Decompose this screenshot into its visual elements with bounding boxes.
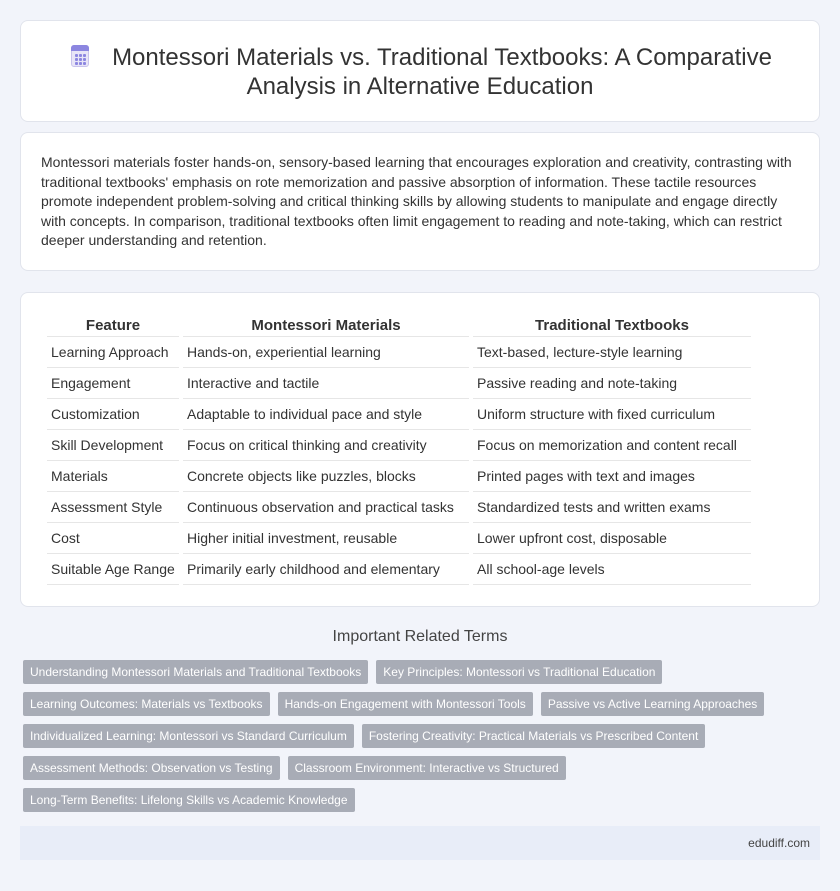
table-cell: Uniform structure with fixed curriculum xyxy=(473,399,751,430)
related-term-tag[interactable]: Individualized Learning: Montessori vs Standard Curriculum xyxy=(23,724,354,748)
comparison-table-card xyxy=(20,292,820,607)
header-card xyxy=(20,20,820,122)
table-row xyxy=(47,492,751,523)
table-cell: Concrete objects like puzzles, blocks xyxy=(183,461,469,492)
table-cell: Skill Development xyxy=(47,430,179,461)
related-terms-list xyxy=(23,660,803,812)
summary-text: Montessori materials foster hands-on, sensory-based learning that encourages exploration and creativity, contrasting with traditional textbooks' emphasis on rote memorization and passive absorption of information. These tactile resources promote independent problem-solving and critical thinking skills by allowing students to manipulate and engage directly with concepts. In comparison, traditional textbooks often limit engagement to reading and note-taking, which can restrict deeper understanding and retention. xyxy=(41,154,792,249)
table-row xyxy=(47,554,751,585)
footer-site-link[interactable]: edudiff.com xyxy=(748,836,810,850)
table-cell: Focus on critical thinking and creativity xyxy=(183,430,469,461)
table-row xyxy=(47,399,751,430)
related-term-tag[interactable]: Key Principles: Montessori vs Traditional Education xyxy=(376,660,662,684)
page-title-text: Montessori Materials vs. Traditional Textbooks: A Comparative Analysis in Alternative Education xyxy=(112,44,772,100)
related-term-tag[interactable]: Hands-on Engagement with Montessori Tools xyxy=(278,692,533,716)
table-header-feature: Feature xyxy=(47,315,179,337)
table-cell: Continuous observation and practical tasks xyxy=(183,492,469,523)
table-row xyxy=(47,368,751,399)
table-cell: Assessment Style xyxy=(47,492,179,523)
table-cell: Customization xyxy=(47,399,179,430)
related-term-tag[interactable]: Passive vs Active Learning Approaches xyxy=(541,692,764,716)
related-term-tag[interactable]: Classroom Environment: Interactive vs Structured xyxy=(288,756,566,780)
table-cell: Learning Approach xyxy=(47,337,179,368)
related-term-tag[interactable]: Assessment Methods: Observation vs Testing xyxy=(23,756,280,780)
table-row xyxy=(47,523,751,554)
table-header-row xyxy=(47,315,751,337)
table-cell: Printed pages with text and images xyxy=(473,461,751,492)
related-term-tag[interactable]: Long-Term Benefits: Lifelong Skills vs Academic Knowledge xyxy=(23,788,355,812)
page-title xyxy=(21,43,819,101)
table-cell: Adaptable to individual pace and style xyxy=(183,399,469,430)
table-header-montessori: Montessori Materials xyxy=(183,315,469,337)
table-cell: All school-age levels xyxy=(473,554,751,585)
summary-card xyxy=(20,132,820,271)
related-term-tag[interactable]: Fostering Creativity: Practical Materials vs Prescribed Content xyxy=(362,724,705,748)
table-cell: Suitable Age Range xyxy=(47,554,179,585)
table-cell: Focus on memorization and content recall xyxy=(473,430,751,461)
footer xyxy=(20,826,820,860)
table-cell: Passive reading and note-taking xyxy=(473,368,751,399)
table-row xyxy=(47,430,751,461)
table-cell: Higher initial investment, reusable xyxy=(183,523,469,554)
table-header-traditional: Traditional Textbooks xyxy=(473,315,751,337)
related-terms-title: Important Related Terms xyxy=(332,628,508,645)
table-cell: Interactive and tactile xyxy=(183,368,469,399)
calculator-icon xyxy=(68,44,92,68)
table-row xyxy=(47,461,751,492)
table-row xyxy=(47,337,751,368)
comparison-table xyxy=(43,315,755,585)
table-cell: Engagement xyxy=(47,368,179,399)
table-cell: Materials xyxy=(47,461,179,492)
table-cell: Standardized tests and written exams xyxy=(473,492,751,523)
table-cell: Text-based, lecture-style learning xyxy=(473,337,751,368)
table-cell: Hands-on, experiential learning xyxy=(183,337,469,368)
table-cell: Primarily early childhood and elementary xyxy=(183,554,469,585)
related-term-tag[interactable]: Understanding Montessori Materials and Traditional Textbooks xyxy=(23,660,368,684)
table-cell: Lower upfront cost, disposable xyxy=(473,523,751,554)
related-term-tag[interactable]: Learning Outcomes: Materials vs Textbooks xyxy=(23,692,270,716)
table-cell: Cost xyxy=(47,523,179,554)
